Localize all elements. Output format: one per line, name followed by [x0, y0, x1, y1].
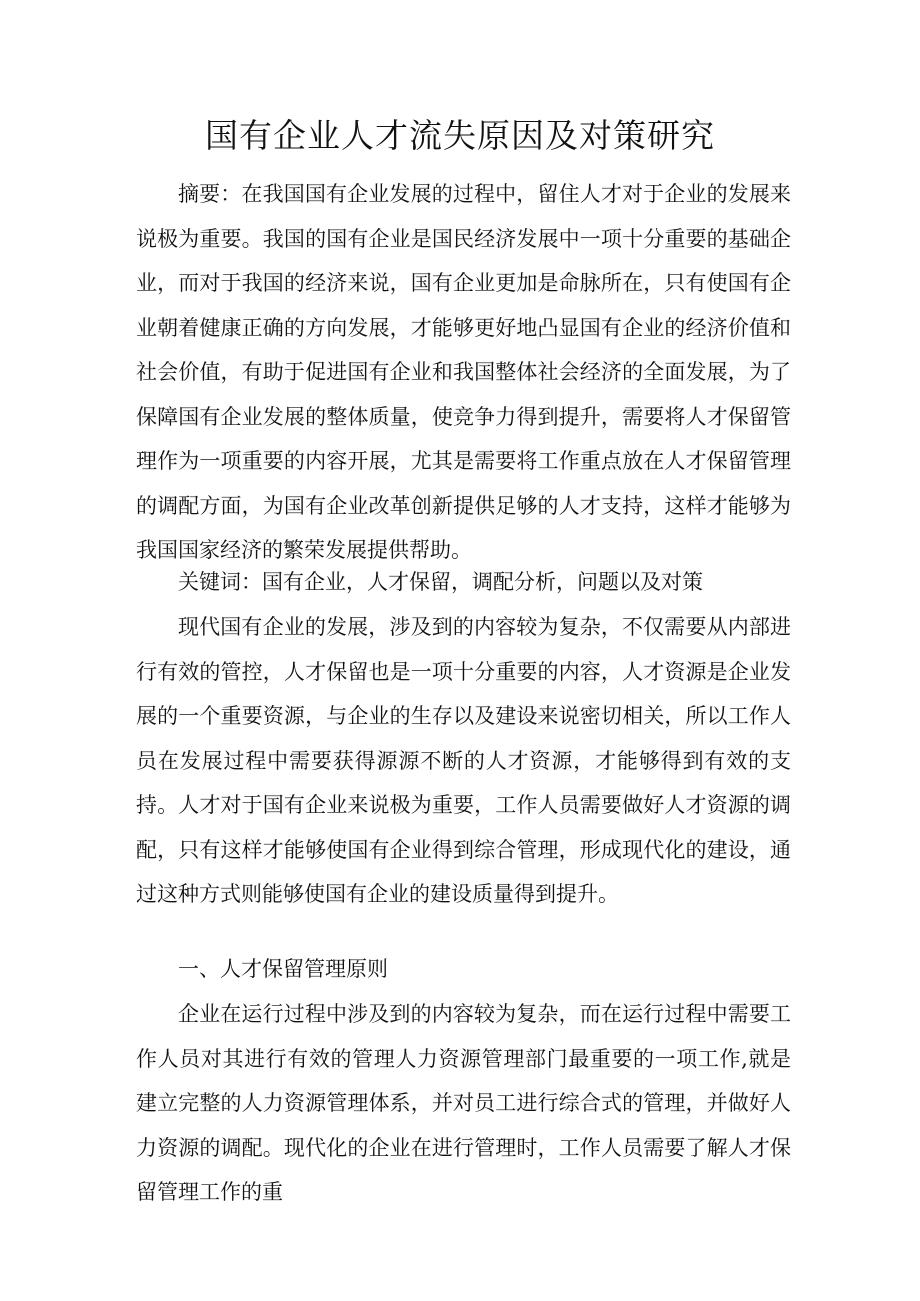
section-body-paragraph: 企业在运行过程中涉及到的内容较为复杂，而在运行过程中需要工作人员对其进行有效的管理人力资源管理部门最重要的一项工作,就是建立完整的人力资源管理体系，并对员工进行综合式的管理，并做好人力资源的调配。现代化的企业在进行管理时，工作人员需要了解人才保留管理工作的重: [136, 1002, 791, 1204]
intro-paragraph: 现代国有企业的发展，涉及到的内容较为复杂，不仅需要从内部进行有效的管控，人才保留也是一项十分重要的内容，人才资源是企业发展的一个重要资源，与企业的生存以及建设来说密切相关，所以工作人员在发展过程中需要获得源源不断的人才资源，才能够得到有效的支持。人才对于国有企业来说极为重要，工作人员需要做好人才资源的调配，只有这样才能够使国有企业得到综合管理，形成现代化的建设，通过这种方式则能够使国有企业的建设质量得到提升。: [136, 615, 791, 906]
document-title: 国有企业人才流失原因及对策研究: [205, 116, 715, 155]
section-heading: 一、人才保留管理原则: [178, 957, 388, 981]
abstract-paragraph: 摘要：在我国国有企业发展的过程中，留住人才对于企业的发展来说极为重要。我国的国有企业是国民经济发展中一项十分重要的基础企业，而对于我国的经济来说，国有企业更加是命脉所在，只有使国有企业朝着健康正确的方向发展，才能够更好地凸显国有企业的经济价值和社会价值，有助于促进国有企业和我国整体社会经济的全面发展，为了保障国有企业发展的整体质量，使竞争力得到提升，需要将人才保留管理作为一项重要的内容开展，尤其是需要将工作重点放在人才保留管理的调配方面，为国有企业改革创新提供足够的人才支持，这样才能够为我国国家经济的繁荣发展提供帮助。: [136, 182, 791, 562]
keywords-line: 关键词：国有企业，人才保留，调配分析，问题以及对策: [178, 570, 703, 594]
